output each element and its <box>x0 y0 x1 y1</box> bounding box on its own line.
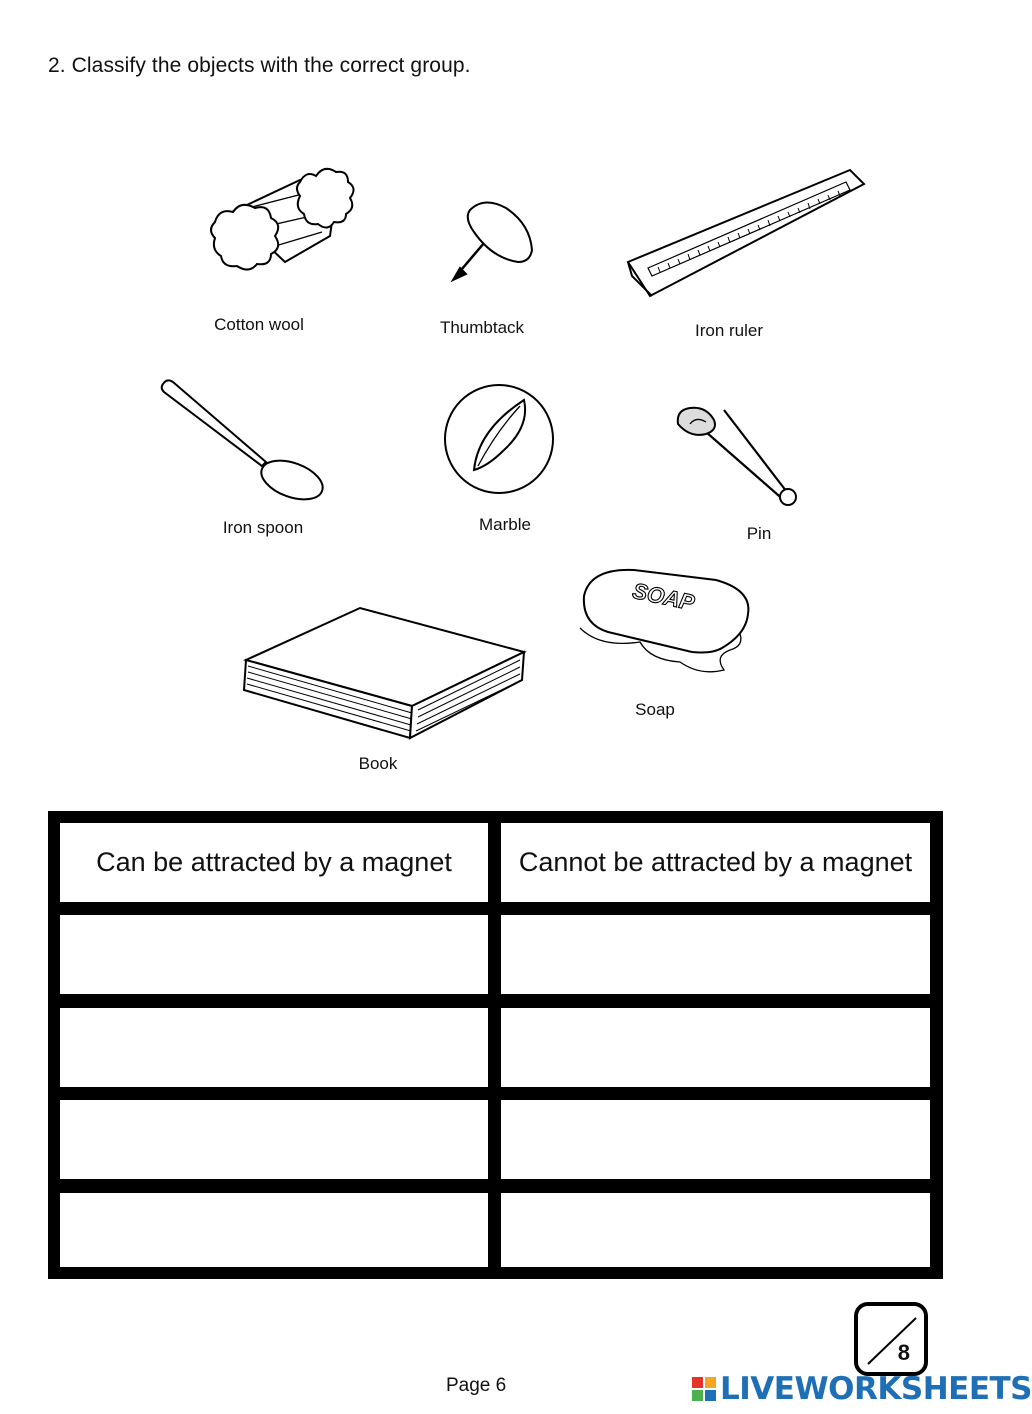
pin-label: Pin <box>746 524 772 543</box>
liveworksheets-logo <box>692 1372 1032 1406</box>
answer-cell-not-attracted-1[interactable] <box>501 915 930 994</box>
marble-label: Marble <box>479 515 531 534</box>
score-box <box>854 1302 928 1376</box>
answer-cell-not-attracted-4[interactable] <box>501 1193 930 1267</box>
cotton-wool-label: Cotton wool <box>214 315 304 334</box>
iron-spoon-label: Iron spoon <box>222 518 304 537</box>
answer-cell-not-attracted-3[interactable] <box>501 1100 930 1179</box>
col1-header <box>60 823 488 902</box>
answer-cell-not-attracted-2[interactable] <box>501 1008 930 1087</box>
iron-ruler-label: Iron ruler <box>694 321 764 340</box>
col2-header <box>501 823 930 902</box>
question-title: 2. Classify the objects with the correct group. <box>48 54 471 77</box>
book-label: Book <box>358 754 398 773</box>
col2-header-text: Cannot be attracted by a magnet <box>518 847 913 877</box>
liveworksheets-logo-icon <box>692 1377 716 1401</box>
classification-table <box>48 811 943 1279</box>
page-number: Page 6 <box>446 1375 507 1396</box>
col1-header-text: Can be attracted by a magnet <box>96 847 452 877</box>
soap-icon <box>0 0 1000 720</box>
score-divider-icon <box>858 1306 924 1372</box>
answer-cell-attracted-4[interactable] <box>60 1193 488 1267</box>
answer-cell-attracted-2[interactable] <box>60 1008 488 1087</box>
liveworksheets-wordmark: LIVEWORKSHEETS <box>720 1371 1032 1407</box>
answer-cell-attracted-3[interactable] <box>60 1100 488 1179</box>
soap-print-text: SOAP <box>630 577 697 616</box>
score-total: 8 <box>897 1340 910 1365</box>
thumbtack-label: Thumbtack <box>439 318 525 337</box>
answer-cell-attracted-1[interactable] <box>60 915 488 994</box>
soap-label: Soap <box>635 700 675 719</box>
